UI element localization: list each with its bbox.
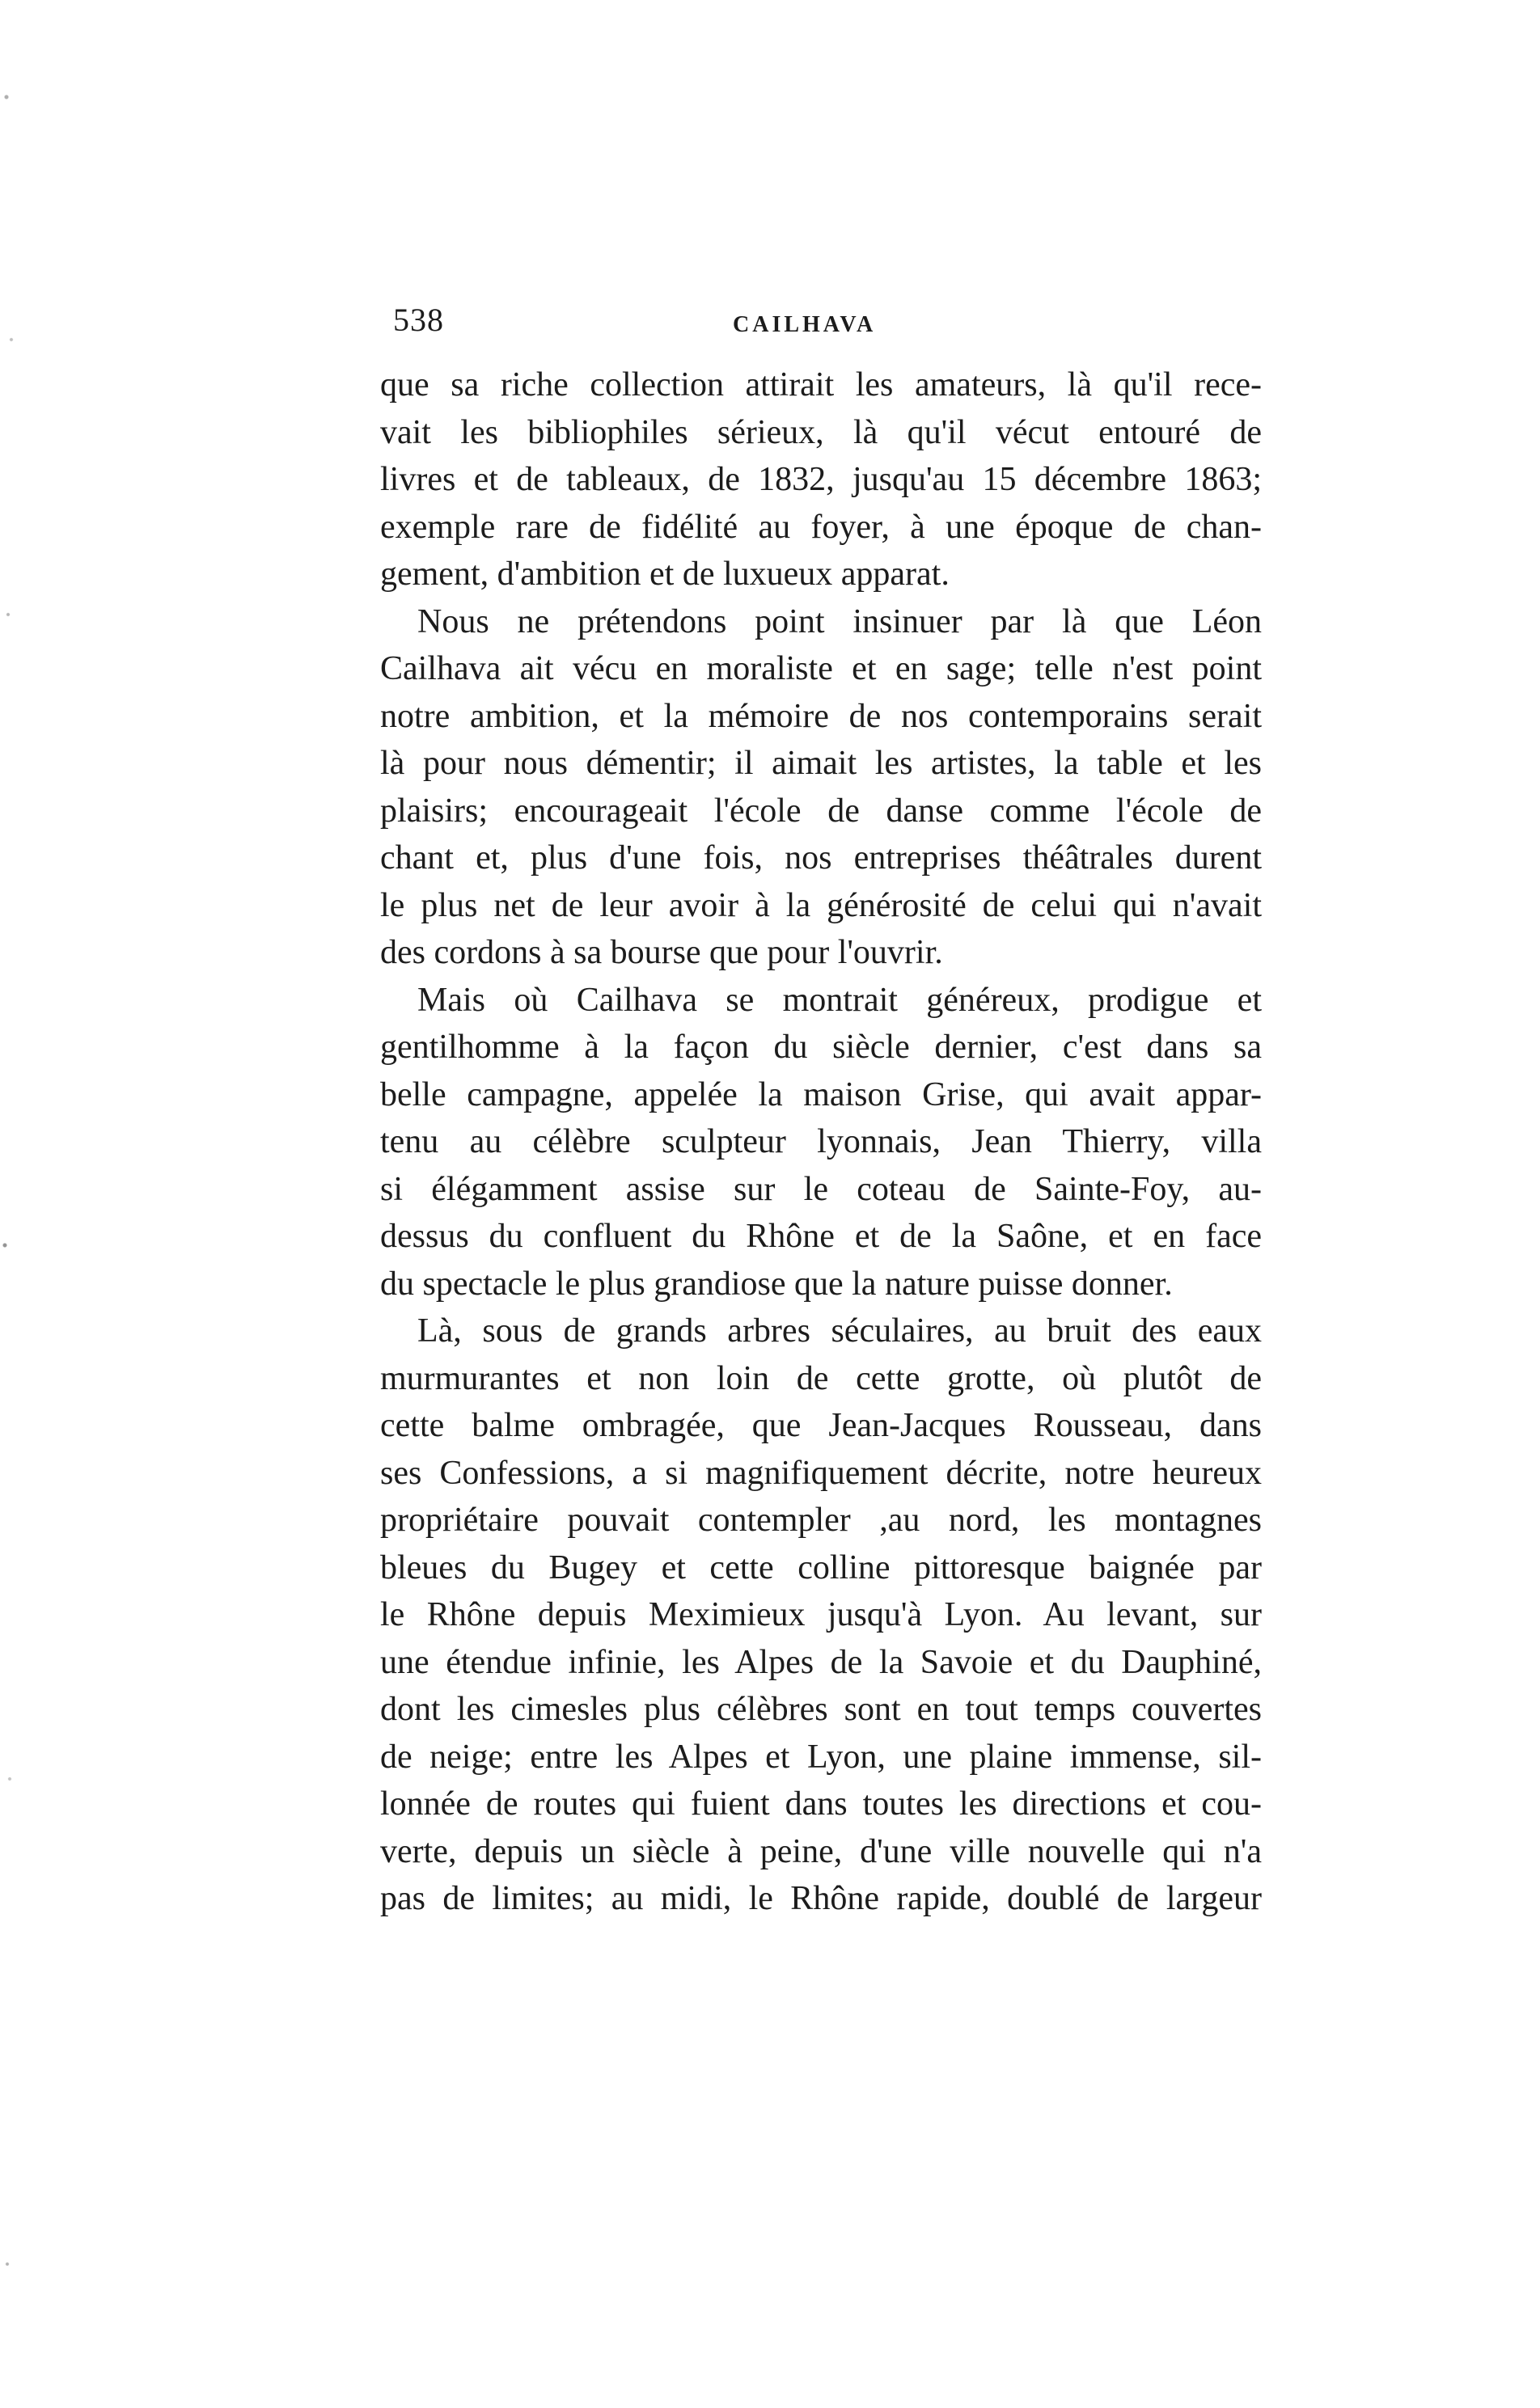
text-line: si élégamment assise sur le coteau de Sainte-Foy, au- (380, 1170, 1262, 1208)
text-line: Là, sous de grands arbres séculaires, au bruit des eaux (417, 1312, 1262, 1350)
page-edge-speckle (0, 0, 32, 2408)
running-title: CAILHAVA (733, 312, 877, 337)
text-line: du spectacle le plus grandiose que la nature puisse donner. (380, 1265, 1173, 1303)
text-line: gement, d'ambition et de luxueux apparat. (380, 556, 950, 593)
page-number: 538 (393, 302, 444, 338)
text-line: plaisirs; encourageait l'école de danse comme l'école de (380, 792, 1262, 830)
text-line: le Rhône depuis Meximieux jusqu'à Lyon. Au levant, sur (380, 1596, 1262, 1633)
text-line: tenu au célèbre sculpteur lyonnais, Jean Thierry, villa (380, 1123, 1262, 1160)
text-line: des cordons à sa bourse que pour l'ouvrir. (380, 934, 943, 971)
text-line: de neige; entre les Alpes et Lyon, une plaine immense, sil- (380, 1738, 1262, 1776)
text-line: belle campagne, appelée la maison Grise, qui avait appar- (380, 1075, 1262, 1113)
text-line: ses Confessions, a si magnifiquement décrite, notre heureux (380, 1454, 1262, 1492)
text-line: Mais où Cailhava se montrait généreux, prodigue et (417, 981, 1262, 1019)
text-line: gentilhomme à la façon du siècle dernier, c'est dans sa (380, 1029, 1262, 1066)
text-line: notre ambition, et la mémoire de nos contemporains serait (380, 697, 1262, 735)
text-line: livres et de tableaux, de 1832, jusqu'au 15 décembre 1863; (380, 461, 1262, 498)
text-line: bleues du Bugey et cette colline pittoresque baignée par (380, 1548, 1262, 1586)
text-line: vait les bibliophiles sérieux, là qu'il vécut entouré de (380, 413, 1262, 451)
body-text (380, 362, 1262, 1979)
text-line: dessus du confluent du Rhône et de la Saône, et en face (380, 1218, 1262, 1255)
text-line: Cailhava ait vécu en moraliste et en sage; telle n'est point (380, 650, 1262, 687)
text-line: là pour nous démentir; il aimait les artistes, la table et les (380, 745, 1262, 782)
text-line: murmurantes et non loin de cette grotte, où plutôt de (380, 1359, 1262, 1397)
text-line: que sa riche collection attirait les amateurs, là qu'il rece- (380, 366, 1262, 403)
text-line: une étendue infinie, les Alpes de la Savoie et du Dauphiné, (380, 1643, 1262, 1681)
text-line: chant et, plus d'une fois, nos entreprises théâtrales durent (380, 839, 1262, 877)
text-line: Nous ne prétendons point insinuer par là que Léon (417, 602, 1262, 640)
text-line: exemple rare de fidélité au foyer, à une époque de chan- (380, 508, 1262, 546)
page-header (393, 301, 1267, 349)
text-line: lonnée de routes qui fuient dans toutes les directions et cou- (380, 1785, 1262, 1823)
text-line: verte, depuis un siècle à peine, d'une ville nouvelle qui n'a (380, 1832, 1262, 1870)
text-line: cette balme ombragée, que Jean-Jacques Rousseau, dans (380, 1407, 1262, 1444)
text-line: dont les cimesles plus célèbres sont en tout temps couvertes (380, 1691, 1262, 1728)
text-line: pas de limites; au midi, le Rhône rapide, doublé de largeur (380, 1880, 1262, 1917)
text-line: le plus net de leur avoir à la générosité de celui qui n'avait (380, 886, 1262, 924)
text-line: propriétaire pouvait contempler ,au nord, les montagnes (380, 1502, 1262, 1539)
